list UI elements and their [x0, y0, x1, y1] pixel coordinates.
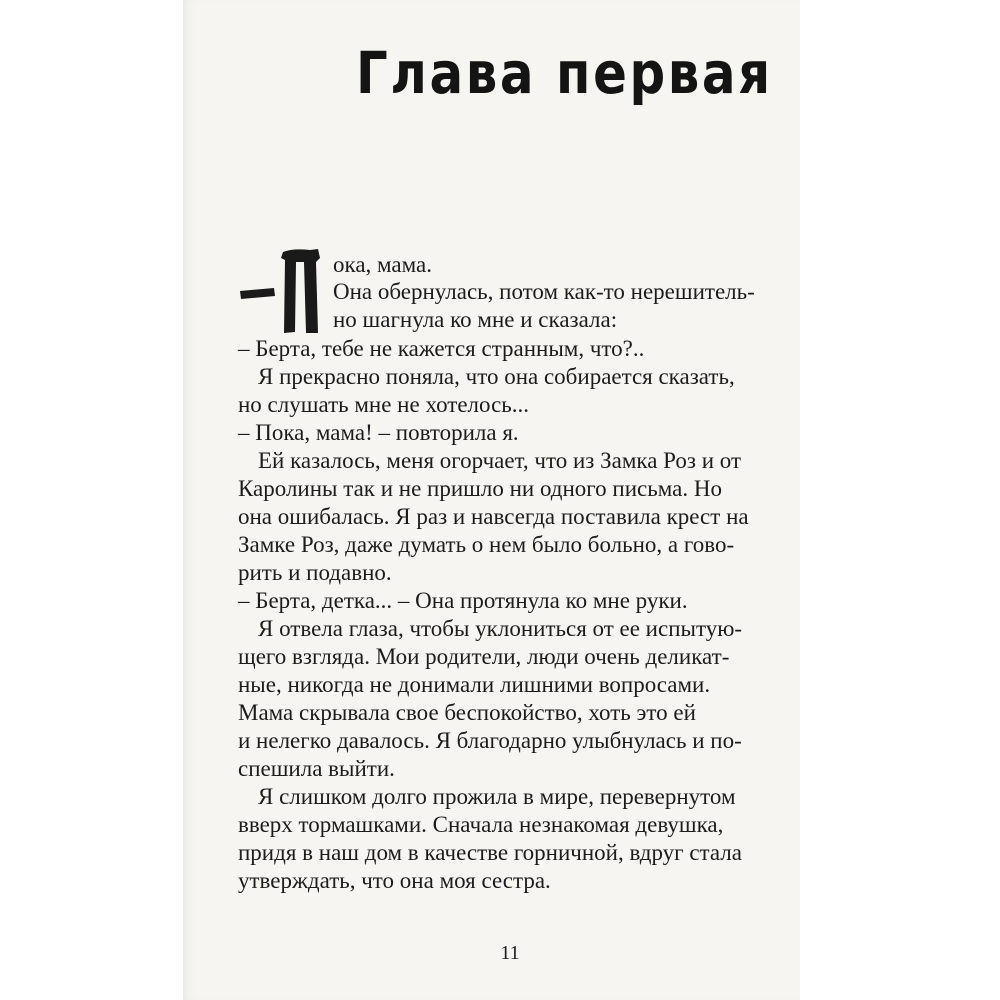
text-line: и нелегко давалось. Я благодарно улыбнулась и по-	[238, 728, 742, 753]
text-line: щего взгляда. Мои родители, люди очень деликат-	[238, 644, 730, 669]
text-line: утверждать, что она моя сестра.	[238, 868, 551, 893]
drop-cap-glyph	[238, 238, 333, 338]
text-line: ока, мама.	[333, 252, 432, 277]
text-line: спешила выйти.	[238, 756, 395, 781]
text-line: Я отвела глаза, чтобы уклониться от ее испытую-	[258, 616, 743, 641]
text-line: – Пока, мама! – повторила я.	[238, 420, 519, 445]
text-line: Я прекрасно поняла, что она собирается сказать,	[258, 364, 735, 389]
text-line: Мама скрывала свое беспокойство, хоть это ей	[238, 700, 696, 725]
text-line: но шагнула ко мне и сказала:	[333, 307, 618, 332]
text-line: ные, никогда не донимали лишними вопросами.	[238, 672, 711, 697]
text-line: Она обернулась, потом как-то нерешитель-	[333, 279, 755, 304]
text-line: Замке Роз, даже думать о нем было больно, а гово-	[238, 532, 735, 557]
text-line: – Берта, тебе не кажется странным, что?..	[238, 336, 645, 361]
text-line: – Берта, детка... – Она протянула ко мне руки.	[238, 588, 688, 613]
text-line: Каролины так и не пришло ни одного письма. Но	[238, 476, 722, 501]
page-number: 11	[500, 942, 520, 964]
text-line: но слушать мне не хотелось...	[238, 392, 530, 417]
text-line: Ей казалось, меня огорчает, что из Замка Роз и от	[258, 448, 742, 473]
text-line: она ошибалась. Я раз и навсегда поставила крест на	[238, 504, 749, 529]
drop-cap	[238, 238, 333, 338]
text-line: рить и подавно.	[238, 560, 392, 585]
text-line: Я слишком долго прожила в мире, перевернутом	[258, 784, 736, 809]
text-line: придя в наш дом в качестве горничной, вдруг стала	[238, 840, 742, 865]
chapter-title: Глава первая	[356, 39, 773, 107]
text-line: вверх тормашками. Сначала незнакомая девушка,	[238, 812, 724, 837]
